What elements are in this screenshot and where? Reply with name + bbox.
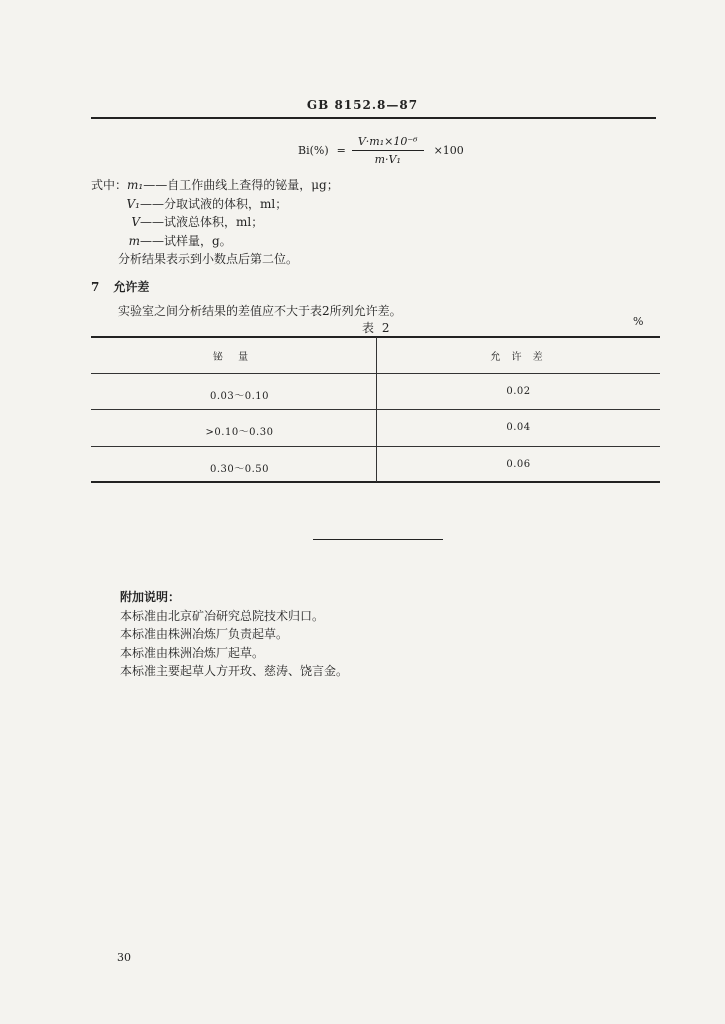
additional-notes: [120, 588, 348, 681]
section-7-title: [91, 278, 149, 295]
table-header-bismuth: 铋 量: [212, 352, 255, 363]
section-title-text: 允许差: [113, 280, 150, 294]
table-cell-tolerance: 0.02: [506, 386, 531, 397]
section-7-text: 实验室之间分析结果的差值应不大于表2所列允许差。: [118, 304, 402, 318]
note-line: 本标准由北京矿冶研究总院技术归口。: [120, 608, 325, 623]
table-cell-tolerance: 0.06: [506, 459, 531, 470]
where-line-4: [118, 232, 232, 249]
section-number: 7: [91, 280, 100, 294]
table-caption: 表 2: [362, 321, 392, 335]
table-unit: %: [633, 315, 644, 328]
header-rule: [91, 117, 656, 119]
table-cell-range: 0.30～0.50: [209, 464, 270, 475]
formula-lhs: Bi(%): [298, 144, 329, 157]
where-var: V: [131, 215, 140, 229]
note-line: 本标准由株洲冶炼厂起草。: [120, 645, 265, 660]
result-precision-note: 分析结果表示到小数点后第二位。: [118, 252, 299, 266]
notes-heading: 附加说明：: [120, 590, 181, 604]
where-line-2: [118, 195, 287, 212]
table-cell-range: 0.03～0.10: [209, 391, 270, 402]
formula-multiplier: ×100: [433, 144, 464, 157]
table-header-tolerance: 允 许 差: [490, 352, 547, 363]
formula-numerator: V·m₁×10⁻⁶: [352, 135, 424, 151]
where-var: V₁: [126, 197, 140, 211]
table-cell-tolerance: 0.04: [506, 422, 531, 433]
where-desc: ——自工作曲线上查得的铋量，μg；: [143, 178, 339, 192]
where-var: m₁: [127, 178, 144, 192]
formula-denominator: m·V₁: [374, 153, 401, 166]
where-intro: 式中：: [91, 178, 128, 192]
where-var: m: [128, 234, 140, 248]
equals-sign: =: [336, 144, 346, 157]
formula-fraction: [352, 135, 424, 166]
where-line-3: [118, 213, 263, 230]
end-of-text-rule: [313, 539, 443, 540]
where-line-1: [91, 176, 339, 193]
where-desc: ——分取试液的体积，ml；: [140, 197, 288, 211]
standard-code: GB 8152.8—87: [306, 98, 419, 112]
table-cell-range: >0.10～0.30: [205, 427, 274, 438]
where-desc: ——试液总体积，ml；: [140, 215, 264, 229]
page-number: 30: [117, 951, 131, 964]
note-line: 本标准主要起草人方开玫、慈涛、饶言金。: [120, 664, 349, 678]
bismuth-formula: [298, 135, 464, 166]
note-line: 本标准由株洲冶炼厂负责起草。: [120, 627, 289, 641]
where-desc: ——试样量，g。: [140, 234, 232, 248]
